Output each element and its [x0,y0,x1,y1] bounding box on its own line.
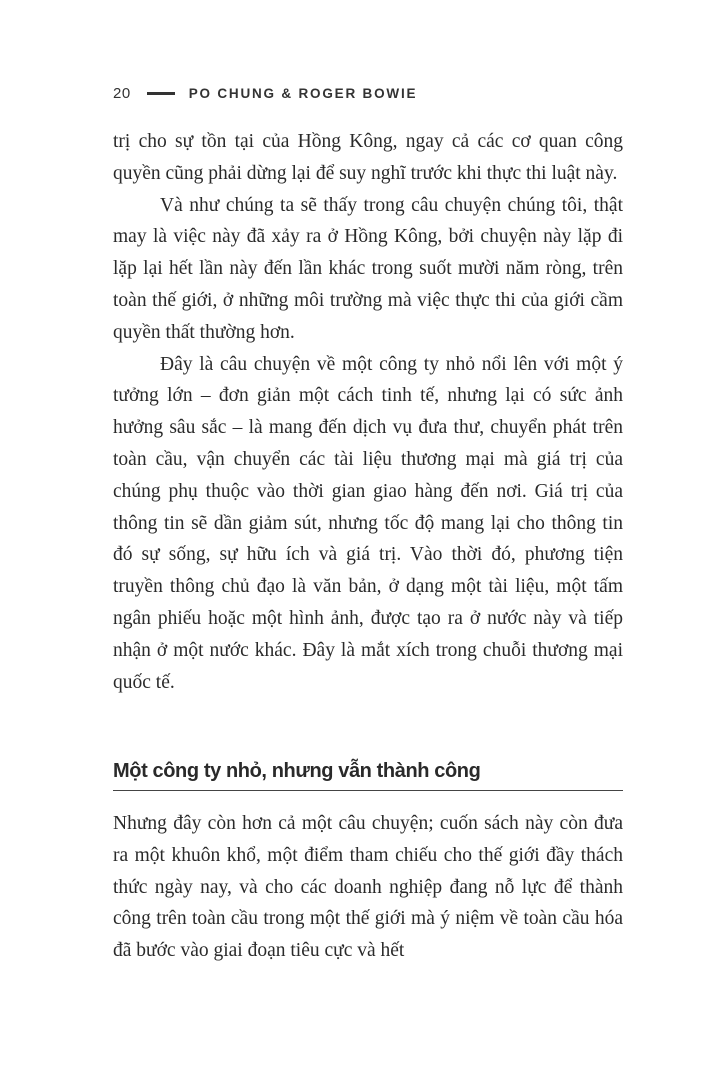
paragraph: Và như chúng ta sẽ thấy trong câu chuyện chúng tôi, thật may là việc này đã xảy ra ở Hồng Kông, bởi chuyện này lặp đi lặp lại hết lần này đến lần khác trong suốt mười năm ròng, trên toàn thế giới, ở những môi trường mà việc thực thi của giới cầm quyền thất thường hơn. [113,194,623,343]
body-text-after-heading [113,808,623,967]
page-number: 20 [113,84,131,102]
section-heading: Một công ty nhỏ, nhưng vẫn thành công [113,757,623,791]
running-header [113,82,417,104]
paragraph: Đây là câu chuyện về một công ty nhỏ nổi lên với một ý tưởng lớn – đơn giản một cách tinh tế, nhưng lại có sức ảnh hưởng sâu sắc – là mang đến dịch vụ đưa thư, chuyển phát trên toàn cầu, vận chuyển các tài liệu thương mại mà giá trị của chúng phụ thuộc vào thời gian giao hàng đến nơi. Giá trị của thông tin sẽ dần giảm sút, nhưng tốc độ mang lại cho thông tin đó sự sống, sự hữu ích và giá trị. Vào thời đó, phương tiện truyền thông chủ đạo là văn bản, ở dạng một tài liệu, một tấm ngân phiếu hoặc một hình ảnh, được tạo ra ở nước này và tiếp nhận ở một nước khác. Đây là mắt xích trong chuỗi thương mại quốc tế. [113,353,623,693]
body-text-before-heading [113,126,623,698]
paragraph: trị cho sự tồn tại của Hồng Kông, ngay cả các cơ quan công quyền cũng phải dừng lại để suy nghĩ trước khi thực thi luật này. [113,131,623,184]
paragraph: Nhưng đây còn hơn cả một câu chuyện; cuốn sách này còn đưa ra một khuôn khổ, một điểm tham chiếu cho thế giới đầy thách thức ngày nay, và cho các doanh nghiệp đang nỗ lực để thành công trên toàn cầu trong một thế giới mà ý niệm về toàn cầu hóa đã bước vào giai đoạn tiêu cực và hết [113,813,623,962]
running-header-authors: PO CHUNG & ROGER BOWIE [188,85,418,101]
header-rule [147,92,175,95]
